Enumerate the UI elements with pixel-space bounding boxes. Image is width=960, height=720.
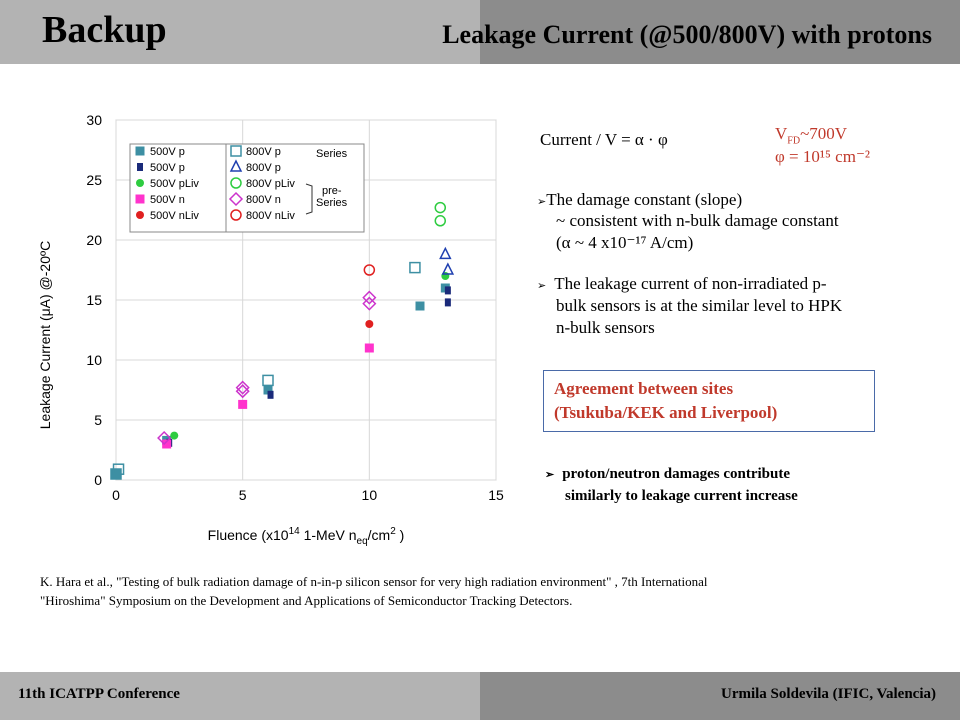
legend-label: 500V p <box>150 162 185 174</box>
bullet-3 <box>545 466 790 483</box>
x-axis-label-part: 1-MeV n <box>299 527 357 543</box>
x-axis-label-part: ) <box>395 527 405 543</box>
legend-label: 800V p <box>246 162 281 174</box>
bullet-3-line-1: proton/neutron damages contribute <box>562 466 791 482</box>
legend-label: 800V n <box>246 194 281 206</box>
legend-label: 500V pLiv <box>150 178 199 190</box>
legend-marker <box>136 147 145 156</box>
bullet-arrow-icon: ➢ <box>537 280 547 292</box>
leakage-current-chart <box>30 100 520 555</box>
bullet-arrow-icon: ➢ <box>545 469 555 481</box>
data-point <box>238 400 247 409</box>
citation-line-1: K. Hara et al., "Testing of bulk radiation damage of n-in-p silicon sensor for very high radiation environment" , 7th International <box>40 574 708 589</box>
x-tick-label: 15 <box>488 487 504 503</box>
slide-title: Backup <box>42 9 167 51</box>
legend-label: 500V nLiv <box>150 210 199 222</box>
data-point <box>445 298 451 306</box>
y-tick-label: 10 <box>86 352 102 368</box>
bullet-2 <box>537 274 827 294</box>
agreement-box <box>543 370 875 432</box>
x-axis-label-part: 14 <box>288 526 300 537</box>
vfd-text: $V_{FD}\sim 700V$ <box>775 124 848 147</box>
x-axis-label-part: eq <box>356 536 368 547</box>
legend-label: 800V pLiv <box>246 178 295 190</box>
data-point <box>268 391 274 399</box>
data-point <box>170 432 178 440</box>
x-tick-label: 10 <box>361 487 378 503</box>
x-axis-label-part: 2 <box>390 526 396 537</box>
bullet-1-line-3: (α ~ 4 x10⁻¹⁷ A/cm) <box>556 233 694 252</box>
x-axis-label-part: /cm <box>367 527 391 543</box>
vfd-subscript: FD <box>787 135 801 147</box>
legend-label: 500V n <box>150 194 185 206</box>
x-axis-label <box>208 526 405 547</box>
y-tick-label: 15 <box>86 292 102 308</box>
y-tick-label: 20 <box>86 232 102 248</box>
legend-marker <box>136 195 145 204</box>
data-point <box>365 344 374 353</box>
bullet-1-line-2: ~ consistent with n-bulk damage constant <box>556 211 839 230</box>
legend-group-series: Series <box>316 148 348 160</box>
legend-marker <box>136 179 144 187</box>
vfd-value: ~700V <box>800 124 848 143</box>
legend-label: 800V nLiv <box>246 210 295 222</box>
agreement-line-1: Agreement between sites <box>554 379 734 398</box>
y-tick-label: 30 <box>86 112 102 128</box>
legend-label: 800V p <box>246 146 281 158</box>
bullet-2-line-3: n-bulk sensors <box>556 318 655 337</box>
citation <box>40 572 920 610</box>
data-point <box>445 286 451 294</box>
bullet-1-line-1: The damage constant (slope) <box>546 190 743 209</box>
bullet-arrow-icon: ➢ <box>537 196 547 208</box>
bullet-3-line-2: similarly to leakage current increase <box>565 488 798 504</box>
y-tick-label: 5 <box>94 412 102 428</box>
legend-group-preseries-2: Series <box>316 197 348 209</box>
footer-author: Urmila Soldevila (IFIC, Valencia) <box>720 686 936 702</box>
footer-conference: 11th ICATPP Conference <box>18 686 180 702</box>
legend-group-preseries-1: pre- <box>322 185 342 197</box>
legend <box>130 144 364 232</box>
bullet-2-line-2: bulk sensors is at the similar level to HPK <box>556 296 843 315</box>
legend-marker <box>136 211 144 219</box>
bullet-1 <box>537 190 742 210</box>
legend-marker <box>137 163 143 171</box>
data-point <box>365 320 373 328</box>
slide-subtitle: Leakage Current (@500/800V) with protons <box>442 20 932 49</box>
x-tick-label: 0 <box>112 487 120 503</box>
data-point <box>416 302 425 311</box>
x-tick-label: 5 <box>238 487 247 503</box>
y-tick-label: 0 <box>94 472 102 488</box>
x-axis-label-part: Fluence (x10 <box>207 527 289 543</box>
bullet-2-line-1: The leakage current of non-irradiated p- <box>554 274 827 293</box>
citation-line-2: "Hiroshima" Symposium on the Development and Applications of Semiconductor Tracking Detectors. <box>40 593 573 608</box>
agreement-line-2: (Tsukuba/KEK and Liverpool) <box>554 403 778 422</box>
formula-text: Current / V = α · φ <box>540 130 668 149</box>
fluence-value: φ = 10¹⁵ cm⁻² <box>775 147 871 166</box>
y-tick-label: 25 <box>86 172 102 188</box>
y-axis-label: Leakage Current (μA) @-20ºC <box>37 240 53 430</box>
legend-label: 500V p <box>150 146 185 158</box>
